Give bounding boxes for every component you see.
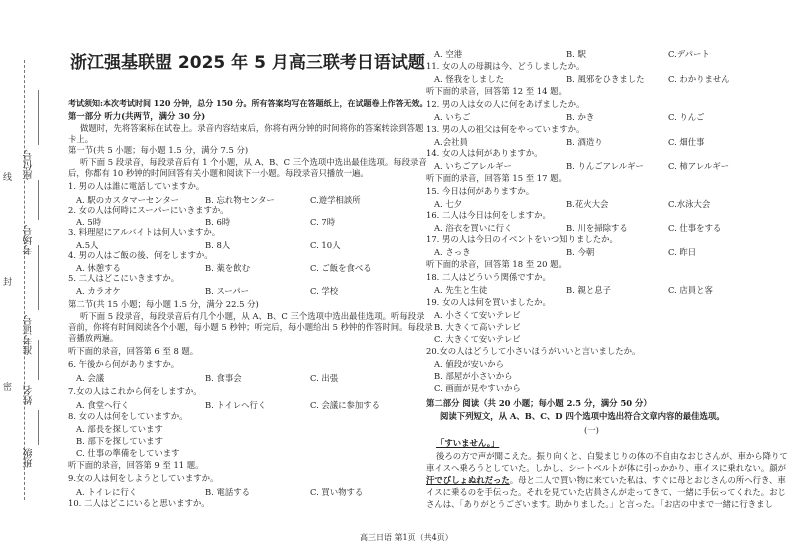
seat-field[interactable] — [38, 90, 39, 145]
q16-option-c[interactable]: C. 仕事をする — [668, 223, 722, 233]
section2-heading: 第二节(共 15 小题；每小题 1.5 分，满分 22.5 分) — [68, 299, 259, 309]
q7-option-c[interactable]: C. 会議に参加する — [310, 400, 381, 410]
question-17: 17. 男の人は今日のイベントをいつ知りましたか。 — [426, 234, 618, 244]
question-2: 2. 女の人は何時にスーパーにいきますか。 — [68, 205, 229, 215]
name-label: 姓名 — [24, 385, 35, 405]
q20-option-b[interactable]: B. 部屋が小さいから — [434, 371, 513, 381]
page-title: 浙江强基联盟 2025 年 5 月高三联考日语试题 — [70, 53, 425, 73]
question-9: 9.女の人は何をしようとしていますか。 — [68, 473, 219, 483]
q14-option-a[interactable]: A. いちごアレルギー — [434, 161, 512, 171]
q13-option-c[interactable]: C. 畑仕事 — [668, 137, 705, 147]
q18-option-b[interactable]: B. 親と息子 — [566, 285, 611, 295]
section1-desc-2: 后，你都有 10 秒钟的时间回答有关小题和阅读下一小题。每段录音只播放一遍。 — [68, 168, 369, 178]
q15-option-b[interactable]: B.花火大会 — [566, 199, 609, 209]
q2-option-c[interactable]: C. 7時 — [310, 217, 336, 227]
q1-option-a[interactable]: A. 駅のカスタマーセンター — [76, 195, 179, 205]
instruction-12-14: 听下面的录音，回答第 12 至 14 题。 — [426, 86, 567, 96]
q6-option-a[interactable]: A. 会議 — [76, 373, 105, 383]
q7-option-b[interactable]: B. トイレへ行く — [205, 400, 267, 410]
q3-option-c[interactable]: C. 10人 — [310, 240, 341, 250]
q20-option-c[interactable]: C. 画面が見やすいから — [434, 383, 521, 393]
q4-option-a[interactable]: A. 休憩する — [76, 263, 121, 273]
q15-option-a[interactable]: A. 七夕 — [434, 199, 463, 209]
question-3: 3. 料理屋にアルバイトは何人いますか。 — [68, 227, 221, 237]
q15-option-c[interactable]: C.水泳大会 — [668, 199, 711, 209]
question-20: 20.女の人はどうして小さいほうがいいと言いましたか。 — [426, 346, 641, 356]
question-6: 6. 午後から何がありますか。 — [68, 359, 180, 369]
q18-option-c[interactable]: C. 店員と客 — [668, 285, 713, 295]
passage-line-2: 車イスへ乗ろうとしていた。しかし、シートベルトが体に引っかかり、車イスに乗れない。顔が — [426, 463, 786, 473]
q16-option-b[interactable]: B. 川を掃除する — [566, 223, 628, 233]
question-12: 12. 男の人は女の人に何をあげましたか。 — [426, 99, 585, 109]
passage-line-5: さんは、「ありがとうございます。助かりました。」と言った。「お店の中まで一緒に行きまし — [426, 499, 773, 509]
question-4: 4. 男の人はご飯の後、何をしますか。 — [68, 250, 213, 260]
instruction-18-20: 听下面的录音，回答第 18 至 20 题。 — [426, 259, 567, 269]
section1-heading: 第一节(共 5 小题；每小题 1.5 分，满分 7.5 分) — [68, 145, 249, 155]
part1-desc-2: 卡上。 — [68, 134, 94, 144]
passage-number: (一) — [584, 425, 599, 435]
q18-option-a[interactable]: A. 先生と生徒 — [434, 285, 488, 295]
class-field[interactable] — [38, 410, 39, 445]
exam-room-label: 考场号 — [24, 225, 35, 255]
name-field[interactable] — [38, 340, 39, 380]
passage-line-4: イスに乗るのを手伝った。それを見ていた店員さんが走ってきて、一緒に手伝ってくれた。おじ — [426, 487, 786, 497]
question-19: 19. 女の人は何を買いましたか。 — [426, 297, 551, 307]
q4-option-b[interactable]: B. 薬を飲む — [205, 263, 250, 273]
q1-option-b[interactable]: B. 忘れ物センター — [205, 195, 275, 205]
part1-desc-1: 做题时，先将答案标在试卷上。录音内容结束后，你将有两分钟的时间将你的答案转涂到答题 — [80, 123, 424, 133]
q5-option-a[interactable]: A. カラオケ — [76, 286, 121, 296]
q8-option-a[interactable]: A. 部長を探しています — [76, 424, 163, 434]
q10-option-c[interactable]: C.デパート — [668, 49, 710, 59]
q14-option-b[interactable]: B. りんごアレルギー — [566, 161, 644, 171]
q19-option-c[interactable]: C. 大きくて安いテレビ — [434, 334, 521, 344]
section2-desc-3: 音播放两遍。 — [68, 333, 119, 343]
q9-option-b[interactable]: B. 電話する — [205, 487, 250, 497]
q11-option-a[interactable]: A. 怪我をしました — [434, 74, 504, 84]
q2-option-b[interactable]: B. 6時 — [205, 217, 231, 227]
passage-line-3-rest: 。母と二人で買い物に来ていた私は、すぐに母とおじさんの所へ行き、車 — [509, 475, 786, 485]
room-field[interactable] — [38, 180, 39, 220]
q20-option-a[interactable]: A. 値段が安いから — [434, 359, 504, 369]
instruction-6-8: 听下面的录音，回答第 6 至 8 题。 — [68, 346, 199, 356]
section1-desc-1: 听下面 5 段录音，每段录音后有 1 个小题，从 A、B、C 三个选项中选出最佳选项。每段录音 — [80, 157, 427, 167]
q19-option-b[interactable]: B. 大きくて高いテレビ — [434, 322, 521, 332]
side-char-mi: 密 — [3, 383, 13, 393]
q1-option-c[interactable]: C.遊学相談所 — [310, 195, 361, 205]
question-16: 16. 二人は今日は何をしますか。 — [426, 210, 551, 220]
question-15: 15. 今日は何がありますか。 — [426, 186, 535, 196]
cut-line — [24, 60, 25, 500]
section2-desc-1: 听下面 5 段录音，每段录音后有几个小题，从 A、B、C 三个选项中选出最佳选项。听每段录 — [80, 311, 425, 321]
question-14: 14. 女の人は何がありますか。 — [426, 148, 543, 158]
exam-notice: 考试须知:本次考试时间 120 分钟，总分 150 分。所有答案均写在答题纸上，在试题卷上作答无效。 — [68, 98, 428, 108]
question-7: 7.女の人はこれから何をしますか。 — [68, 386, 202, 396]
instruction-15-17: 听下面的录音，回答第 15 至 17 题。 — [426, 173, 567, 183]
binding-margin — [0, 0, 50, 555]
q17-option-b[interactable]: B. 今朝 — [566, 247, 595, 257]
q8-option-b[interactable]: B. 部下を探しています — [76, 436, 163, 446]
q5-option-b[interactable]: B. スーパー — [205, 286, 250, 296]
q10-option-b[interactable]: B. 駅 — [566, 49, 586, 59]
q12-option-b[interactable]: B. かき — [566, 112, 595, 122]
q17-option-c[interactable]: C. 昨日 — [668, 247, 697, 257]
question-18: 18. 二人はどういう関係ですか。 — [426, 272, 551, 282]
part1-heading: 第一部分 听力(共两节，满分 30 分) — [68, 111, 206, 121]
q3-option-a[interactable]: A.5人 — [76, 240, 99, 250]
q8-option-c[interactable]: C. 仕事の準備をしています — [76, 448, 180, 458]
underlined-phrase: 汗でびしょぬれだった — [426, 475, 510, 485]
part2-heading: 第二部分 阅读（共 20 小题；每小题 2.5 分，满分 50 分） — [426, 398, 652, 408]
question-13: 13. 男の人の祖父は何をやっていますか。 — [426, 124, 585, 134]
passage-title: 「すいません。」 — [436, 438, 500, 448]
q9-option-a[interactable]: A. トイレに行く — [76, 487, 138, 497]
q10-option-a[interactable]: A. 空港 — [434, 49, 463, 59]
side-char-feng: 封 — [3, 278, 13, 288]
q14-option-c[interactable]: C. 柿アレルギー — [668, 161, 730, 171]
instruction-9-11: 听下面的录音，回答第 9 至 11 题。 — [68, 460, 204, 470]
part2-desc: 阅读下列短文，从 A、B、C、D 四个选项中选出符合文章内容的最佳选项。 — [440, 411, 725, 421]
question-10: 10. 二人はどこにいると思いますか。 — [68, 498, 210, 508]
q17-option-a[interactable]: A. さっき — [434, 247, 471, 257]
q2-option-a[interactable]: A. 5時 — [76, 217, 102, 227]
question-8: 8. 女の人は何をしていますか。 — [68, 411, 188, 421]
side-char-xian: 线 — [3, 173, 13, 183]
q7-option-a[interactable]: A. 食堂へ行く — [76, 400, 130, 410]
q3-option-b[interactable]: B. 8人 — [205, 240, 231, 250]
question-11: 11. 女の人の母親は今、どうしましたか。 — [426, 61, 585, 71]
ticket-field[interactable] — [38, 245, 39, 310]
q16-option-a[interactable]: A. 浴衣を買いに行く — [434, 223, 513, 233]
q5-option-c[interactable]: C. 学校 — [310, 286, 339, 296]
q19-option-a[interactable]: A. 小さくて安いテレビ — [434, 310, 521, 320]
question-1: 1. 男の人は誰に電話していますか。 — [68, 181, 205, 191]
q9-option-c[interactable]: C. 買い物する — [310, 487, 364, 497]
q12-option-a[interactable]: A. いちご — [434, 112, 471, 122]
question-5: 5. 二人はどこにいきますか。 — [68, 273, 180, 283]
q11-option-b[interactable]: B. 風邪をひきました — [566, 74, 645, 84]
page-footer: 高三日语 第1页（共4页） — [360, 533, 453, 542]
passage-line-1: 後ろの方で声が聞こえた。振り向くと、白髪まじりの体の不自由なおじさんが、車から降りて — [436, 451, 788, 461]
q6-option-c[interactable]: C. 出張 — [310, 373, 339, 383]
q11-option-c[interactable]: C. わかりません — [668, 74, 730, 84]
class-label: 班级 — [24, 448, 35, 468]
q12-option-c[interactable]: C. りんご — [668, 112, 705, 122]
ticket-number-label: 准考证号 — [24, 315, 35, 355]
q13-option-b[interactable]: B. 酒造り — [566, 137, 603, 147]
section2-desc-2: 音前，你将有时间阅读各个小题，每小题 5 秒钟；听完后，每小题给出 5 秒钟的作答时间。每段录 — [68, 322, 433, 332]
passage-line-3 — [426, 475, 786, 485]
seat-number-label: 座位号 — [24, 150, 35, 180]
q4-option-c[interactable]: C. ご飯を食べる — [310, 263, 372, 273]
q13-option-a[interactable]: A.会社員 — [434, 137, 468, 147]
q6-option-b[interactable]: B. 食事会 — [205, 373, 242, 383]
